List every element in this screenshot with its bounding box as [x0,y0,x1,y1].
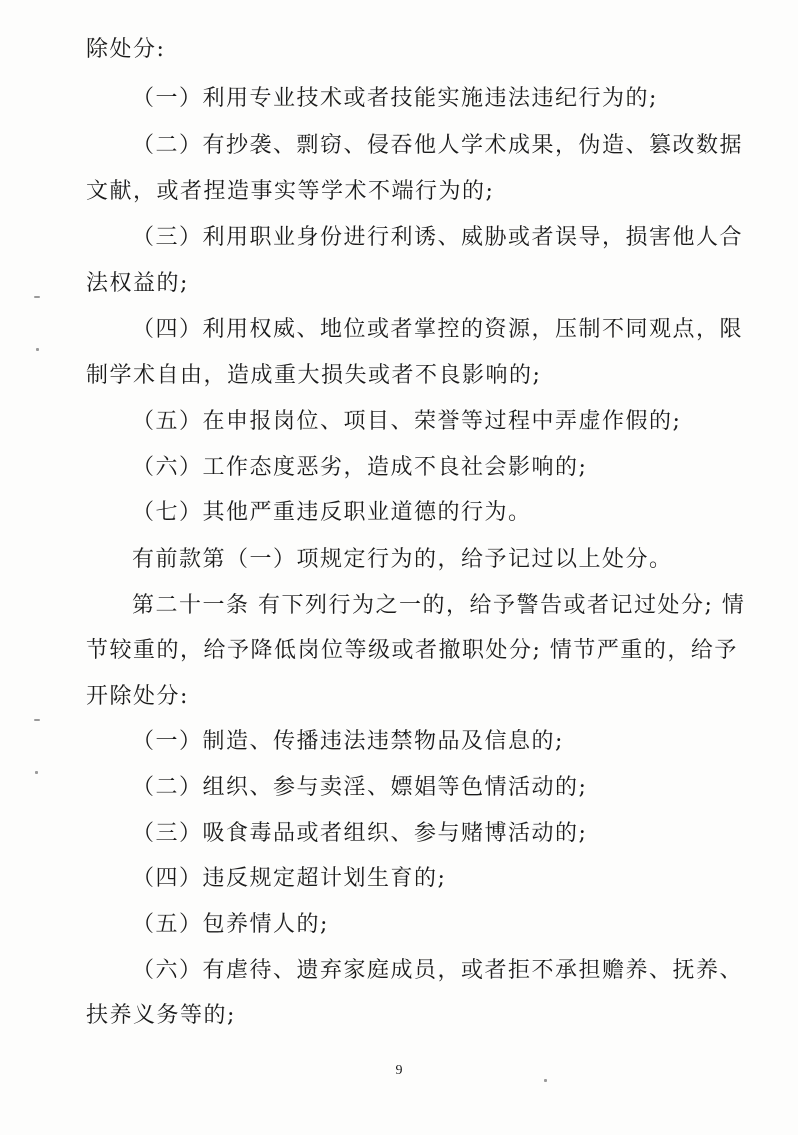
text-line: （一）利用专业技术或者技能实施违法违纪行为的; [132,86,658,111]
text-line: 第二十一条 有下列行为之一的，给予警告或者记过处分; 情 [132,593,746,618]
text-line: （五）包养情人的; [132,912,329,937]
scan-mark [544,1079,547,1082]
text-line: 除处分: [86,37,166,62]
text-line: （一）制造、传播违法违禁物品及信息的; [132,729,564,754]
text-line: （三）利用职业身份进行利诱、威胁或者误导，损害他人合 [132,225,744,250]
text-line: （二）组织、参与卖淫、嫖娼等色情活动的; [132,775,588,800]
text-line: 法权益的; [86,271,189,296]
text-line: （六）工作态度恶劣，造成不良社会影响的; [132,455,588,480]
page-number: 9 [395,1063,403,1078]
text-line: （二）有抄袭、剽窃、侵吞他人学术成果，伪造、篡改数据 [132,133,744,158]
text-line: （三）吸食毒品或者组织、参与赌博活动的; [132,821,588,846]
scan-mark [35,771,38,774]
text-line: （四）违反规定超计划生育的; [132,866,447,891]
scan-mark [34,719,40,721]
text-line: （七）其他严重违反职业道德的行为。 [132,500,532,525]
scan-mark [36,348,39,351]
text-line: 节较重的，给予降低岗位等级或者撤职处分; 情节严重的，给予 [86,638,738,663]
text-line: （四）利用权威、地位或者掌控的资源，压制不同观点，限 [132,317,744,342]
text-line: （五）在申报岗位、项目、荣誉等过程中弄虚作假的; [132,409,682,434]
text-line: （六）有虐待、遗弃家庭成员，或者拒不承担赡养、抚养、 [132,958,744,983]
text-line: 扶养义务等的; [86,1003,236,1028]
text-line: 文献，或者捏造事实等学术不端行为的; [86,179,495,204]
scan-mark [34,296,40,298]
text-line: 制学术自由，造成重大损失或者不良影响的; [86,363,542,388]
text-line: 有前款第（一）项规定行为的，给予记过以上处分。 [132,547,673,572]
text-line: 开除处分: [86,684,189,709]
